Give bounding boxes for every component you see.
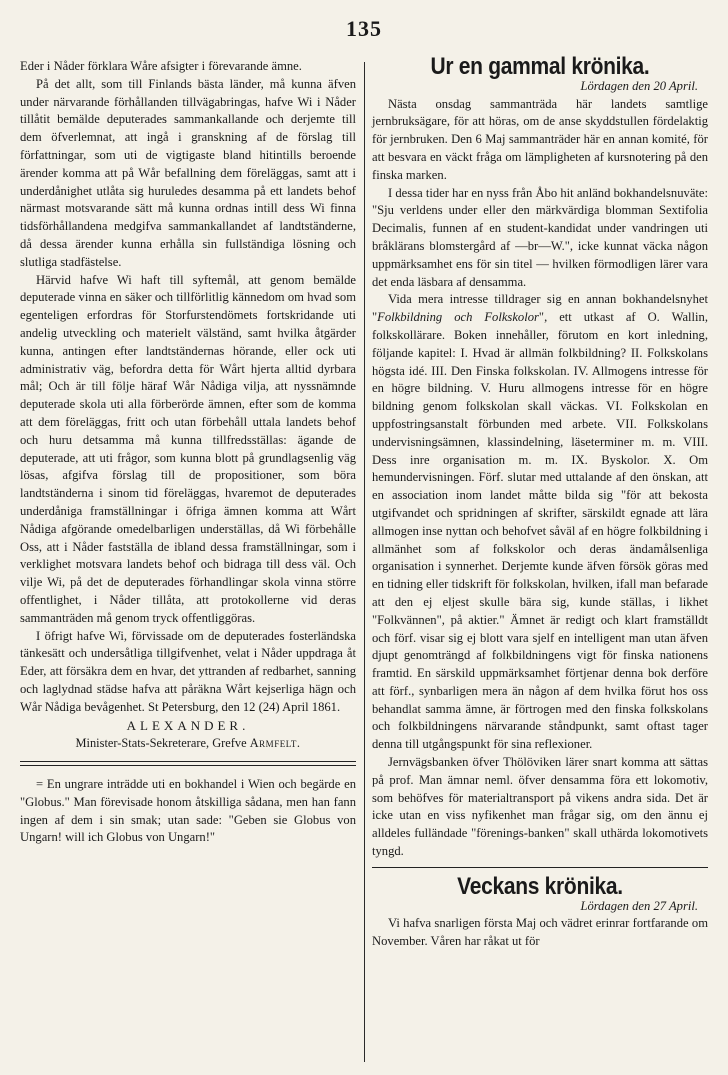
chronicle-heading-veckans: Veckans krönika. — [457, 873, 623, 900]
decree-paragraph-1: Eder i Nåder förklara Wåre afsigter i förevarande ämne. — [20, 59, 302, 73]
decree-signature: ALEXANDER. — [126, 718, 250, 734]
column-divider — [364, 62, 365, 1062]
countersignature-name: Armfelt. — [249, 736, 301, 751]
decree-paragraph-4: I öfrigt hafve Wi, förvissade om de deputerades fosterländska tänkesätt och undersåtliga tillgifvenhet, velat i Nåder uppdraga åt Eder, att försäkra dem en hvar, det yttranden af redbarhet, sanning och laglydnad städse hafva att påräkna Wårt kejserliga hägn och Wår Nådiga bevågenhet. St Petersburg, den 12 (24) April 1861. — [20, 628, 356, 714]
chronicle-heading-gammal: Ur en gammal krönika. — [430, 53, 650, 80]
chronicle-paragraph-2: I dessa tider har en nyss från Åbo hit anländ bokhandelsnuväte: "Sju verldens under eller den märkvärdiga blomman Sextifolia Decimalis, funnen af en student-kandidat under vandringen uti bråklärans blomstergård af —br—W.", icke kunnat väcka någon uppmärksamhet ens för sin titel — hvilken förmodligen lärer vara det enda läsbara af densamma. — [372, 185, 708, 289]
countersignature-title: Minister-Stats-Sekreterare, Grefve — [75, 736, 247, 751]
weekly-paragraph-1: Vi hafva snarligen första Maj och vädret erinrar fortfarande om November. Våren har råkat ut för — [372, 916, 708, 949]
chronicle-paragraph-1: Nästa onsdag sammanträda här landets samtlige jernbruksägare, för att höras, om de anse skyddstullen fördelaktig för jernbruken. Den 6 Maj sammanträder här en annan komité, för att besvara en väckt fråga om lämpligheten af kursnotering på den finska marken. — [372, 96, 708, 182]
right-column — [372, 53, 708, 951]
section-divider-double — [20, 761, 356, 766]
chronicle-paragraph-book — [372, 291, 708, 754]
left-column — [20, 58, 356, 847]
page-number: 135 — [346, 16, 382, 41]
chronicle-dateline-1: Lördagen den 20 April. — [580, 78, 698, 93]
chronicle-paragraph-railway: Jernvägsbanken öfver Thölöviken lärer snart komma att sättas på prof. Man ämnar neml. öfver densamma föra ett lokomotiv, som behöfves för materialtransport på vikens andra sida. Det är icke utan en viss nyfikenhet man frågar sig, om den ännu ej alldeles fulländade "förenings-banken" skall uthärda lokomotivets tyngd. — [372, 755, 708, 859]
chronicle-dateline-2: Lördagen den 27 April. — [580, 898, 698, 913]
book-title: Folkbildning och Folkskolor — [377, 310, 539, 325]
anecdote-notice: = En ungrare inträdde uti en bokhandel i Wien och begärde en "Globus." Man förevisade honom åtskilliga sådana, men han fann ingen af dem i sin smak; utan sade: "Geben sie Globus von Ungarn! will ich Globus von Ungarn!" — [20, 777, 356, 845]
decree-paragraph-3: Härvid hafve Wi haft till syftemål, att genom bemälde deputerade vinna en säker och tillförlitlig kännedom om hvad som egenteligen erfordras för Storfurstendömets fortskridande uti andelig utveckling och materielt välständ, samt hvilka åtgärder kunna, antingen efter landtständernas hörande, eller ock uti administrativ väg, befordra detta för Wårt hjerta alltid dyrbara mål; Och är till följe häraf Wår Nådiga vilja, att nyssnämnde deputerade skola uti alla förberörde ämnen, efter som de komma att dem föreläggas, fritt och utan förbehåll uttala landets behof och huru detsamma må kunna tillfredsställas: ägande de deputerade, att uti frågor, som kunna blott på grundlagsenlig väg lösas, afgifva förslag till de propositioner, som böra landtständerna i sinom tid föreläggas, hvaremot de deputerades underdåniga framställningar i öfriga ämnen komma att Wårt Nådiga afgörande omedelbarligen underställas, då Wi förbehålle Oss, att i Nåder fastställa de ibland dessa framställningar, som i verklighet motsvara landets behof och bidraga till dess väl. Och vilje Wi, på det de deputerades förhandlingar skola vinna större offentlighet, i Nåder tillåta, att protokollerne vid deras sammanträden må genom tryck offentliggöras. — [20, 272, 356, 625]
section-divider-single — [372, 867, 708, 868]
decree-countersignature — [20, 735, 356, 753]
decree-paragraph-2: På det allt, som till Finlands bästa länder, må kunna äfven under närvarande förhållanden tillvägabringas, hafve Wi i Nåder tillåtit bemälde deputerades sammankallande och derjemte till dem öfverlemnat, att ingå i granskning af de förslag till författningar, som uti de vigtigaste bland hitintills beroende ärender komma att på Wår befallning dem föreläggas, samt att i underdånighet utlåta sig huruledes desamma på ett landets behof närmast motsvarande sätt må kunna ordnas intill dess Wi finna tidsförhållandena medgifva sammankallandet af landtständerne, då dessa ärender kunna erhålla sin fullständiga lösning och slutliga stadfästelse. — [20, 76, 356, 269]
book-intro: Vida mera intresse tilldrager sig en annan bokhandelsnyhet " — [372, 292, 708, 325]
book-review: ", ett utkast af O. Wallin, folkskollärare. Boken innehåller, förutom en kort inledning, följande kapitel: I. Hvad är allmän folkbildning? II. Folkskolans högsta idé. III. Den Finska folkskolan. IV. Allmogens intresse för en högre bildning. V. Huru allmogens intresse för en högre bildning genom folkskolan skall väckas. VI. Folkskolan en uppfostringsanstalt förbunden med arbete. VII. Folkskolans undervisningsämnen, klassindelning, läseterminer m. m. VIII. Dess inre organisation m. m. IX. Byskolor. X. Om hemundervisningen. Förf. slutar med uttalande af den önskan, att en association inom landet måtte bilda sig "för att bekosta utgifvandet och spridningen af skrifter, särskildt egnade att lära allmogen inse nyttan och behofvet såväl af en högre folkbildning i allmänhet som af folkskolor och deras ändamålsenliga organisation i synnerhet. Derjemte kunde äfven försök göras med en tidning eller tidskrift för folkskolan, hvilken, ifall man befarade att den ej eljest skulle bära sig, kunde ställas, i likhet "Folkvännen", på aktier." Ämnet är redigt och klart framställdt och förf. visar sig ej blott vara sjelf en intelligent man utan äfven djupt genomträngd af folkbildningens vigt för finska nationens framtid. En särskild uppmärksamhet förtjenar denna bok derföre att förf., synbarligen mera än någon af dem hvilka förut hos oss behandlat samma ämne, är förtrogen med den finska folkskolans och folkbildningens närvarande ståndpunkt, samt oftast tager denna till utgångspunkt för sina reflexioner. — [372, 310, 708, 752]
